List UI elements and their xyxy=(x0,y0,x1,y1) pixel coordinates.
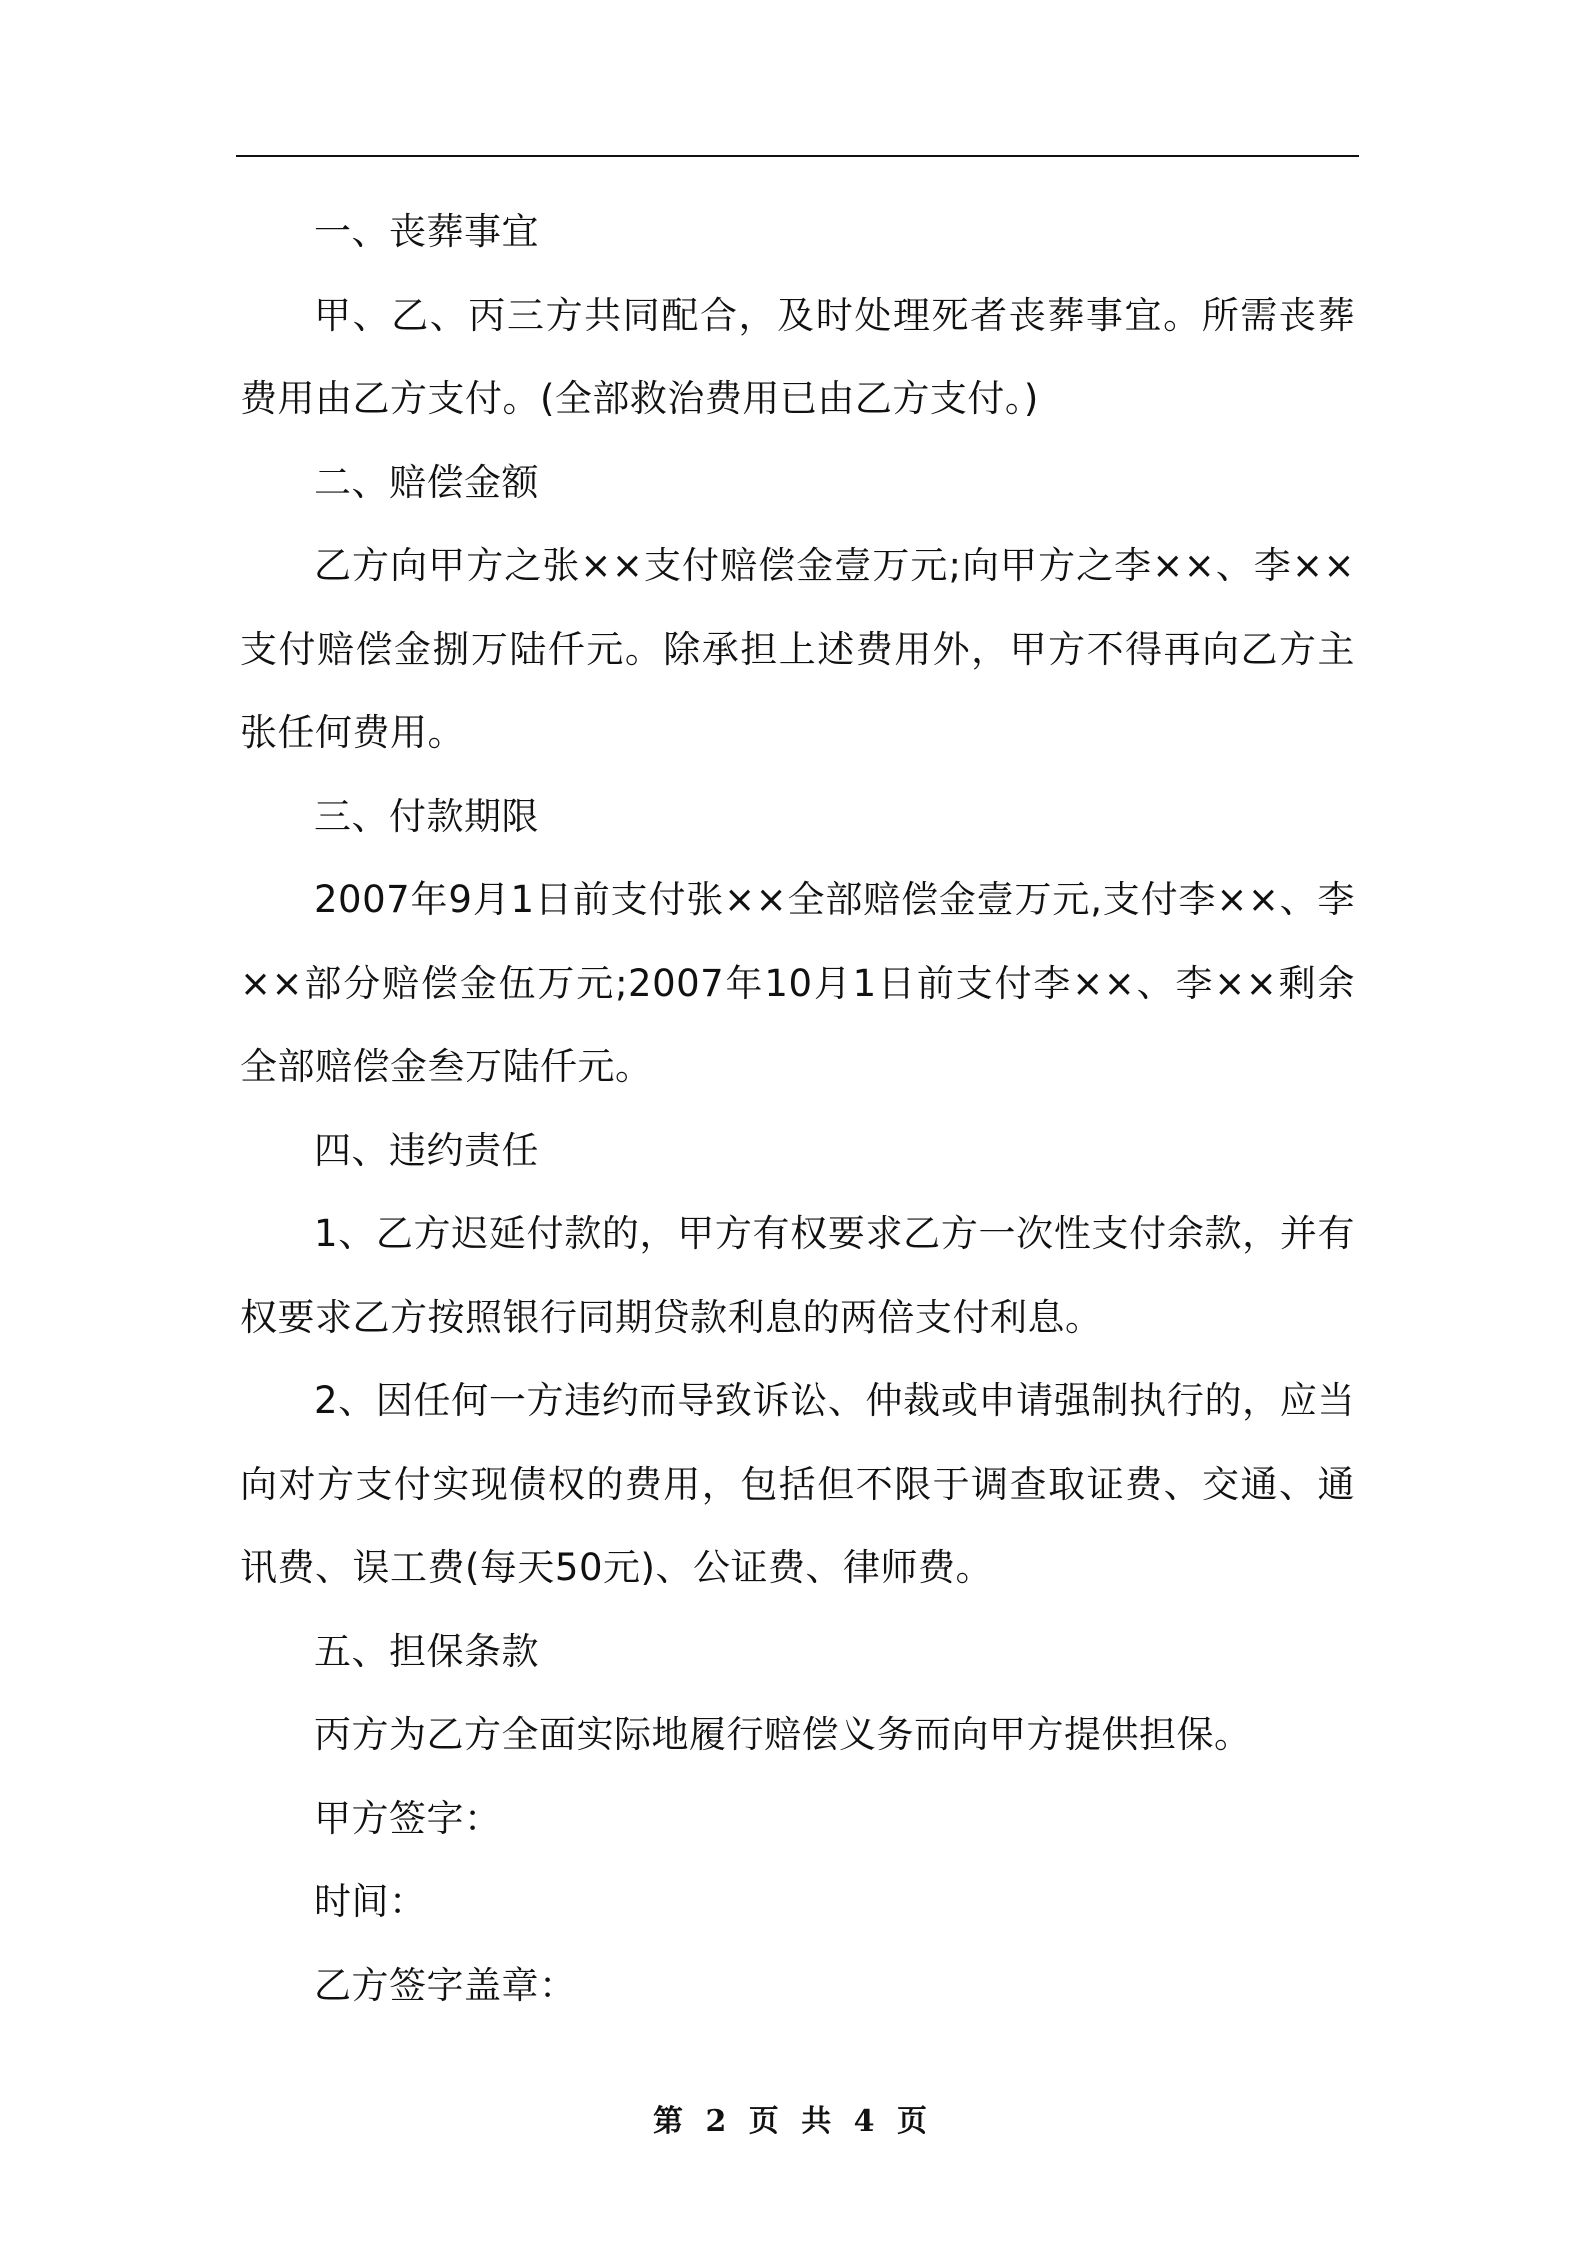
paragraph-compensation: 乙方向甲方之张××支付赔偿金壹万元;向甲方之李××、李××支付赔偿金捌万陆仟元。除承担上述费用外，甲方不得再向乙方主张任何费用。 xyxy=(240,544,1355,754)
paragraph-funeral: 甲、乙、丙三方共同配合，及时处理死者丧葬事宜。所需丧葬费用由乙方支付。(全部救治费用已由乙方支付。) xyxy=(240,293,1355,420)
section-heading-compensation: 二、赔偿金额 xyxy=(314,460,539,504)
header-divider xyxy=(236,155,1359,157)
signature-time: 时间： xyxy=(314,1880,427,1923)
section-heading-liability: 四、违约责任 xyxy=(314,1128,539,1172)
signature-party-a: 甲方签字： xyxy=(314,1796,502,1840)
section-heading-guarantee: 五、担保条款 xyxy=(314,1629,539,1673)
document-body xyxy=(240,190,1355,2027)
page-number: 第 2 页 共 4 页 xyxy=(653,2104,933,2139)
paragraph-liability-1: 1、乙方迟延付款的，甲方有权要求乙方一次性支付余款，并有权要求乙方按照银行同期贷款利息的两倍支付利息。 xyxy=(240,1212,1355,1339)
signature-party-b: 乙方签字盖章： xyxy=(314,1963,577,2007)
paragraph-guarantee: 丙方为乙方全面实际地履行赔偿义务而向甲方提供担保。 xyxy=(314,1713,1252,1756)
section-heading-payment-deadline: 三、付款期限 xyxy=(314,794,539,838)
section-heading-funeral: 一、丧葬事宜 xyxy=(314,210,539,253)
paragraph-payment-deadline: 2007年9月1日前支付张××全部赔偿金壹万元,支付李××、李××部分赔偿金伍万元;2007年10月1日前支付李××、李××剩余全部赔偿金叁万陆仟元。 xyxy=(240,878,1355,1088)
paragraph-liability-2: 2、因任何一方违约而导致诉讼、仲裁或申请强制执行的，应当向对方支付实现债权的费用，包括但不限于调查取证费、交通、通讯费、误工费(每天50元)、公证费、律师费。 xyxy=(240,1379,1355,1589)
